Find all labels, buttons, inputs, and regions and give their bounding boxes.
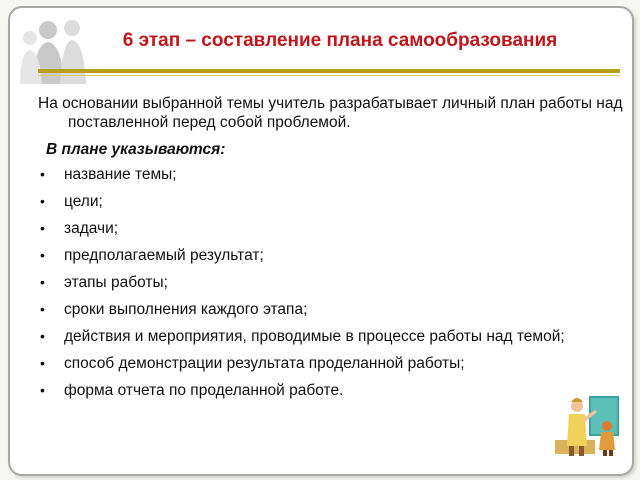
bullet-icon: • <box>40 382 45 398</box>
list-heading: В плане указываются: <box>46 141 226 158</box>
list-item-text: способ демонстрации результата проделанной работы; <box>64 355 465 372</box>
list-item <box>38 273 623 292</box>
intro-paragraph: На основании выбранной темы учитель разрабатывает личный план работы над поставленной перед собой проблемой. <box>38 95 623 131</box>
slide <box>8 6 634 476</box>
list-item <box>38 300 623 319</box>
bullet-icon: • <box>40 355 45 371</box>
list-item <box>38 354 623 373</box>
list-item <box>38 327 623 346</box>
teacher-at-board-icon <box>555 392 621 458</box>
list-item-text: цели; <box>64 193 103 210</box>
list-item <box>38 219 623 238</box>
list-item <box>38 246 623 265</box>
list-item-text: сроки выполнения каждого этапа; <box>64 301 308 318</box>
list-item <box>38 381 623 400</box>
page-title: 6 этап – составление плана самообразования <box>122 30 558 51</box>
list-item <box>38 165 623 184</box>
title-divider <box>38 69 620 73</box>
list-item-text: форма отчета по проделанной работе. <box>64 382 344 399</box>
list-item-text: предполагаемый результат; <box>64 247 264 264</box>
list-item-text: название темы; <box>64 166 177 183</box>
list-item-text: этапы работы; <box>64 274 168 291</box>
plan-items-list <box>38 165 623 400</box>
list-item-text: действия и мероприятия, проводимые в процессе работы над темой; <box>64 328 565 345</box>
bullet-icon: • <box>40 301 45 317</box>
bullet-icon: • <box>40 220 45 236</box>
bullet-icon: • <box>40 274 45 290</box>
bullet-icon: • <box>40 193 45 209</box>
list-item-text: задачи; <box>64 220 119 237</box>
bullet-icon: • <box>40 247 45 263</box>
bullet-icon: • <box>40 166 45 182</box>
list-item <box>38 192 623 211</box>
title-divider-thin <box>38 75 620 76</box>
bullet-icon: • <box>40 328 45 344</box>
slide-content <box>38 94 623 408</box>
